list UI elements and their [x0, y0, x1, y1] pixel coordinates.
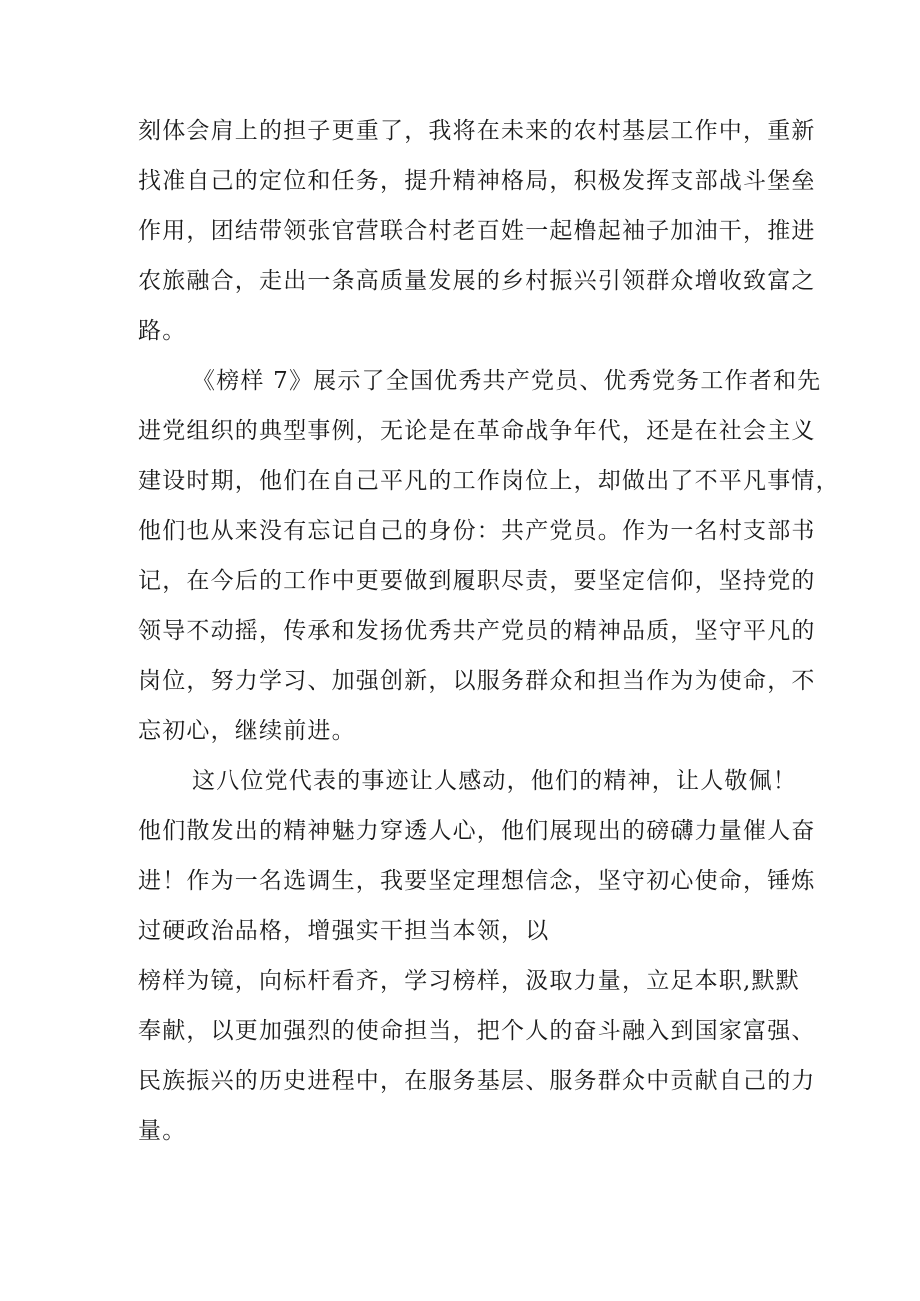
- paragraph-start-line: 《榜样 7》展示了全国优秀共产党员、优秀党务工作者和先: [192, 368, 822, 394]
- paragraph-start-line: 这八位党代表的事迹让人感动，他们的精神，让人敬佩！: [192, 768, 797, 794]
- text-line: 记，在今后的工作中更要做到履职尽责，要坚定信仰，坚持党的: [138, 568, 816, 594]
- text-line: 路。: [138, 318, 187, 344]
- text-line: 刻体会肩上的担子更重了，我将在未来的农村基层工作中，重新: [138, 118, 816, 144]
- text-line: 进党组织的典型事例，无论是在革命战争年代，还是在社会主义: [138, 418, 816, 444]
- text-line: 作用，团结带领张官营联合村老百姓一起橹起袖子加油干，推进: [138, 218, 816, 244]
- text-line: 过硬政治品格，增强实干担当本领，以: [138, 918, 550, 944]
- text-line: 民族振兴的历史进程中，在服务基层、服务群众中贡献自己的力: [138, 1068, 816, 1094]
- text-line: 他们也从来没有忘记自己的身份：共产党员。作为一名村支部书: [138, 518, 816, 544]
- text-line: 奉献，以更加强烈的使命担当，把个人的奋斗融入到国家富强、: [138, 1018, 816, 1044]
- text-line: 他们散发出的精神魅力穿透人心，他们展现出的磅礴力量催人奋: [138, 818, 816, 844]
- text-line: 量。: [138, 1118, 187, 1144]
- text-line: 建设时期，他们在自己平凡的工作岗位上，却做出了不平凡事情，: [138, 468, 840, 494]
- text-line: 农旅融合，走出一条高质量发展的乡村振兴引领群众增收致富之: [138, 268, 816, 294]
- text-line: 领导不动摇，传承和发扬优秀共产党员的精神品质，坚守平凡的: [138, 618, 816, 644]
- text-line: 找准自己的定位和任务，提升精神格局，积极发挥支部战斗堡垒: [138, 168, 816, 194]
- text-line: 忘初心，继续前进。: [138, 718, 356, 744]
- text-line: 进！作为一名选调生，我要坚定理想信念，坚守初心使命，锤炼: [138, 868, 816, 894]
- text-line: 榜样为镜，向标杆看齐，学习榜样，汲取力量，立足本职,默默: [138, 968, 800, 994]
- text-line: 岗位，努力学习、加强创新，以服务群众和担当作为为使命，不: [138, 668, 816, 694]
